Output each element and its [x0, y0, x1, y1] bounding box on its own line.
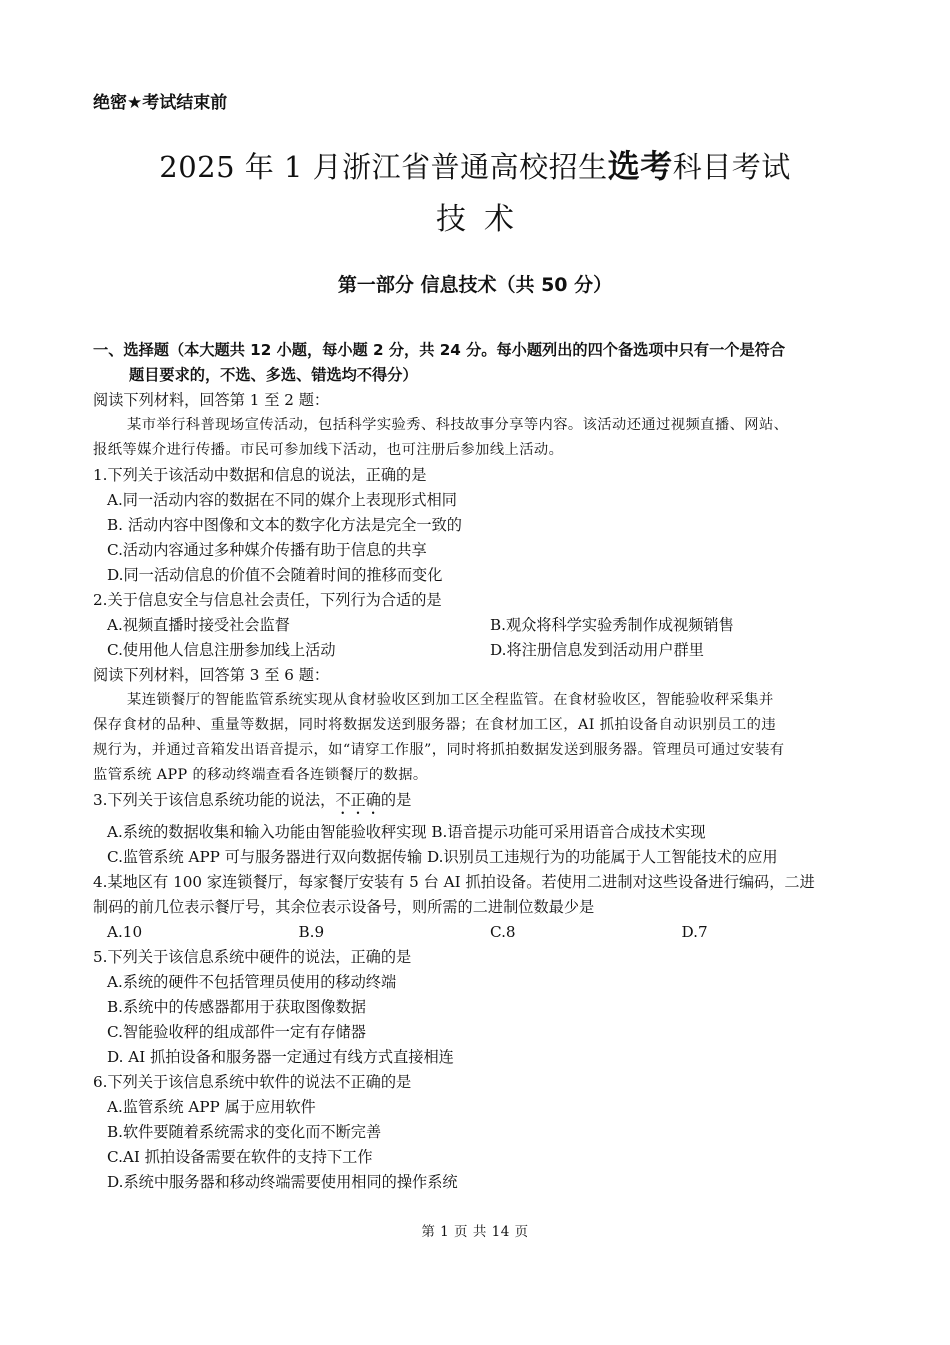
question-4-stem: 4.某地区有 100 家连锁餐厅，每家餐厅安装有 5 台 AI 抓拍设备。若使用二进制对这些设备进行编码，二进 — [93, 873, 815, 891]
question-4-option-d: D.7 — [681, 923, 708, 941]
question-5-option-a: A.系统的硬件不包括管理员使用的移动终端 — [107, 973, 397, 991]
question-4-option-c: C.8 — [490, 923, 516, 941]
question-2-options-row — [93, 613, 873, 638]
question-1-stem: 1.下列关于该活动中数据和信息的说法，正确的是 — [93, 466, 427, 484]
question-3-stem — [93, 788, 873, 820]
material-2-intro: 阅读下列材料，回答第 3 至 6 题： — [93, 666, 330, 684]
question-3-emphasis: 不正确 — [335, 791, 381, 809]
question-4-options-row — [93, 920, 873, 945]
question-5-option-c: C.智能验收秤的组成部件一定有存储器 — [107, 1023, 366, 1041]
confidential-label: 绝密★考试结束前 — [93, 93, 228, 113]
question-6-stem: 6.下列关于该信息系统中软件的说法不正确的是 — [93, 1073, 412, 1091]
subject-title: 技术 — [436, 202, 532, 237]
question-6-option-c: C.AI 抓拍设备需要在软件的支持下工作 — [107, 1148, 373, 1166]
question-1-option-c: C.活动内容通过多种媒介传播有助于信息的共享 — [107, 541, 427, 559]
section-heading-cont: 题目要求的，不选、多选、错选均不得分） — [129, 366, 418, 384]
page-number: 第 1 页 共 14 页 — [421, 1224, 529, 1240]
title-suffix: 科目考试 — [672, 150, 791, 184]
question-3-options-cd: C.监管系统 APP 可与服务器进行双向数据传输 D.识别员工违规行为的功能属于人工智能技术的应用 — [107, 848, 778, 866]
question-2-option-b: B.观众将科学实验秀制作成视频销售 — [490, 616, 734, 634]
title-emphasis: 选考 — [607, 147, 673, 185]
question-2-option-c: C.使用他人信息注册参加线上活动 — [107, 641, 336, 659]
question-4-option-b: B.9 — [298, 923, 325, 941]
question-3-stem-pre: 3.下列关于该信息系统功能的说法， — [93, 791, 336, 809]
material-1-intro: 阅读下列材料，回答第 1 至 2 题： — [93, 391, 330, 409]
material-2-line: 监管系统 APP 的移动终端查看各连锁餐厅的数据。 — [93, 767, 428, 783]
material-1-line: 报纸等媒介进行传播。市民可参加线下活动，也可注册后参加线上活动。 — [93, 442, 564, 458]
exam-title — [0, 141, 950, 187]
question-5-option-b: B.系统中的传感器都用于获取图像数据 — [107, 998, 366, 1016]
question-2-options-row — [93, 638, 873, 663]
question-2-option-a: A.视频直播时接受社会监督 — [107, 616, 290, 634]
question-1-option-a: A.同一活动内容的数据在不同的媒介上表现形式相同 — [107, 491, 457, 509]
question-6-option-a: A.监管系统 APP 属于应用软件 — [107, 1098, 316, 1116]
material-1-line: 某市举行科普现场宣传活动，包括科学实验秀、科技故事分享等内容。该活动还通过视频直播、网站、 — [127, 417, 789, 433]
question-5-option-d: D. AI 抓拍设备和服务器一定通过有线方式直接相连 — [107, 1048, 454, 1066]
exam-body — [93, 338, 873, 1195]
question-4-option-a: A.10 — [107, 923, 143, 941]
question-4-stem-cont: 制码的前几位表示餐厅号，其余位表示设备号，则所需的二进制位数最少是 — [93, 898, 595, 916]
question-6-option-d: D.系统中服务器和移动终端需要使用相同的操作系统 — [107, 1173, 458, 1191]
question-1-option-b: B. 活动内容中图像和文本的数字化方法是完全一致的 — [107, 516, 462, 534]
material-2-line: 保存食材的品种、重量等数据，同时将数据发送到服务器；在食材加工区，AI 抓拍设备自动识别员工的违 — [93, 717, 777, 733]
question-5-stem: 5.下列关于该信息系统中硬件的说法，正确的是 — [93, 948, 412, 966]
question-1-option-d: D.同一活动信息的价值不会随着时间的推移而变化 — [107, 566, 443, 584]
question-3-stem-post: 的是 — [380, 791, 412, 809]
material-2-line: 某连锁餐厅的智能监管系统实现从食材验收区到加工区全程监管。在食材验收区，智能验收秤采集并 — [127, 692, 774, 708]
question-2-stem: 2.关于信息安全与信息社会责任，下列行为合适的是 — [93, 591, 442, 609]
material-2-line: 规行为，并通过音箱发出语音提示，如“请穿工作服”，同时将抓拍数据发送到服务器。管理员可通过安装有 — [93, 742, 785, 758]
question-3-options-ab: A.系统的数据收集和输入功能由智能验收秤实现 B.语音提示功能可采用语音合成技术实现 — [107, 823, 706, 841]
question-6-option-b: B.软件要随着系统需求的变化而不断完善 — [107, 1123, 382, 1141]
part-heading: 第一部分 信息技术（共 50 分） — [337, 274, 613, 296]
title-prefix: 2025 年 1 月浙江省普通高校招生 — [159, 150, 608, 184]
question-2-option-d: D.将注册信息发到活动用户群里 — [490, 641, 704, 659]
section-heading: 一、选择题（本大题共 12 小题，每小题 2 分，共 24 分。每小题列出的四个备选项中只有一个是符合 — [93, 341, 786, 359]
